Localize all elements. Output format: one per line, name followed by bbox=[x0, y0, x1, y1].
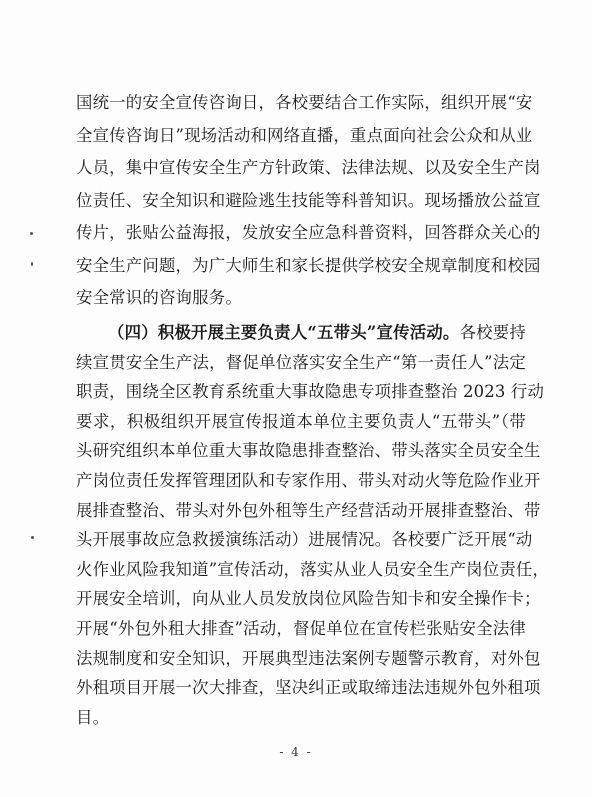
paragraph-2-line: 职责，围绕全区教育系统重大事故隐患专项排查整治 2023 行动 bbox=[76, 382, 545, 402]
section-heading: （四）积极开展主要负责人“五带头”宣传活动。 bbox=[108, 323, 460, 342]
paragraph-2-line: 头研究组织本单位重大事故隐患排查整治、带头落实全员安全生 bbox=[76, 441, 541, 461]
paragraph-2-line: 火作业风险我知道”宣传活动，落实从业人员安全生产岗位责任， bbox=[76, 559, 550, 579]
paragraph-1-line: 传片，张贴公益海报，发放安全应急科普资料，回答群众关心的 bbox=[76, 223, 541, 242]
paragraph-1-line: 人员，集中宣传安全生产方针政策、法律法规、以及安全生产岗 bbox=[76, 158, 541, 177]
paragraph-1-line: 全宣传咨询日”现场活动和网络直播，重点面向社会公众和从业 bbox=[76, 125, 533, 145]
paragraph-2-line: 要求，积极组织开展宣传报道本单位主要负责人“五带头”（带 bbox=[76, 411, 526, 431]
paragraph-2-line: 开展“外包外租大排查”活动，督促单位在宣传栏张贴安全法律 bbox=[76, 619, 526, 638]
paragraph-2-line: 产岗位责任发挥管理团队和专家作用、带头对动火等危险作业开 bbox=[76, 471, 541, 490]
scan-speck bbox=[31, 536, 34, 539]
scan-speck bbox=[31, 262, 33, 266]
page-number: - 4 - bbox=[279, 745, 313, 759]
paragraph-2-line: 外租项目开展一次大排查，坚决纠正或取缔违法违规外包外租项 bbox=[76, 678, 541, 698]
paragraph-2-line: 头开展事故应急救援演练活动）进展情况。各校要广泛开展“动 bbox=[76, 530, 533, 550]
paragraph-2-first-line bbox=[108, 322, 526, 344]
paragraph-2-line: 法规制度和安全知识，开展典型违法案例专题警示教育，对外包 bbox=[76, 648, 541, 668]
paragraph-1-line: 位责任、安全知识和避险逃生技能等科普知识。现场播放公益宣 bbox=[76, 190, 541, 210]
paragraph-2-line: 续宣贯安全生产法，督促单位落实安全生产“第一责任人”法定 bbox=[76, 352, 526, 372]
paragraph-1-line: 国统一的安全宣传咨询日，各校要结合工作实际，组织开展“安 bbox=[76, 93, 533, 112]
paragraph-2-line: 开展安全培训，向从业人员发放岗位风险告知卡和安全操作卡； bbox=[76, 589, 541, 609]
scan-speck bbox=[30, 232, 33, 235]
paragraph-2-line: 目。 bbox=[76, 707, 110, 727]
heading-line-rest: 各校要持 bbox=[459, 323, 526, 342]
paragraph-2-line: 展排查整治、带头对外包外租等生产经营活动开展排查整治、带 bbox=[76, 500, 541, 520]
paragraph-1-line: 安全生产问题，为广大师生和家长提供学校安全规章制度和校园 bbox=[76, 255, 541, 275]
paragraph-1-line: 安全常识的咨询服务。 bbox=[76, 288, 242, 307]
